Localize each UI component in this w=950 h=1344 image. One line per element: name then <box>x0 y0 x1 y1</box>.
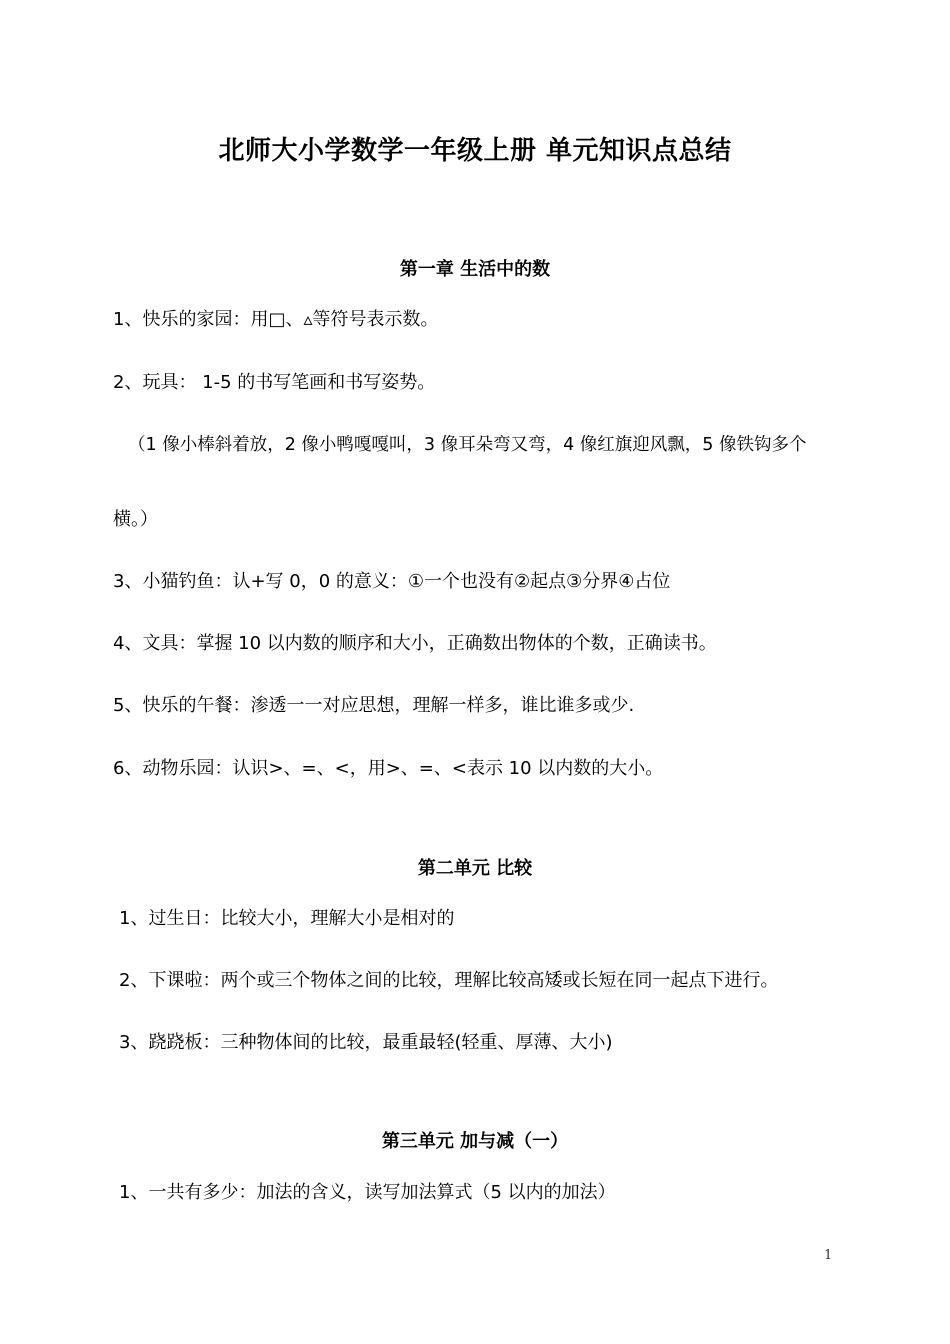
chapter-1-line-2-note: （1 像小棒斜着放，2 像小鸭嘎嘎叫，3 像耳朵弯又弯，4 像红旗迎风飘，5 像铁钩多个 <box>128 435 807 455</box>
chapter-2-heading: 第二单元 比较 <box>417 858 533 879</box>
chapter-2-line-2: 2、下课啦：两个或三个物体之间的比较，理解比较高矮或长短在同一起点下进行。 <box>119 970 779 991</box>
chapter-1-line-1: 1、快乐的家园：用□、▵等符号表示数。 <box>113 309 439 330</box>
page-number: 1 <box>824 1248 833 1263</box>
chapter-1-line-2-note-cont: 横。） <box>113 509 158 530</box>
chapter-1-line-3: 3、小猫钓鱼：认+写 0，0 的意义：①一个也没有②起点③分界④占位 <box>113 571 671 592</box>
chapter-1-line-5: 5、快乐的午餐：渗透一一对应思想，理解一样多，谁比谁多或少. <box>113 695 635 716</box>
chapter-2-line-1: 1、过生日：比较大小，理解大小是相对的 <box>119 908 455 929</box>
chapter-2-line-3: 3、跷跷板：三种物体间的比较，最重最轻(轻重、厚薄、大小) <box>119 1032 613 1053</box>
chapter-1-line-2: 2、玩具： 1-5 的书写笔画和书写姿势。 <box>113 372 436 393</box>
chapter-1-line-4: 4、文具：掌握 10 以内数的顺序和大小，正确数出物体的个数，正确读书。 <box>113 633 717 654</box>
chapter-3-line-1: 1、一共有多少：加法的含义，读写加法算式（5 以内的加法） <box>119 1182 616 1203</box>
chapter-1-heading: 第一章 生活中的数 <box>399 259 551 280</box>
chapter-1-line-6: 6、动物乐园：认识>、=、<，用>、=、<表示 10 以内数的大小。 <box>113 758 664 779</box>
chapter-3-heading: 第三单元 加与减（一） <box>381 1131 569 1152</box>
document-title: 北师大小学数学一年级上册 单元知识点总结 <box>218 136 732 166</box>
